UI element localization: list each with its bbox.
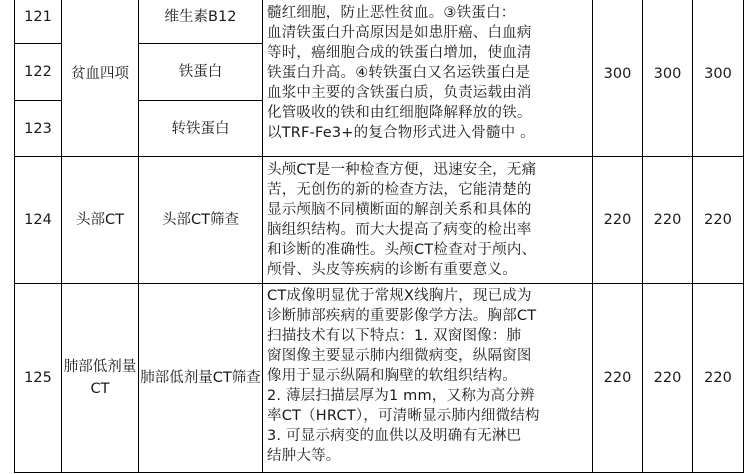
row-number: 123 (15, 101, 62, 157)
row-number: 124 (15, 157, 62, 284)
price-cell: 220 (593, 157, 643, 284)
description-line: 化管吸收的铁和由红细胞降解释放的铁。 (267, 105, 532, 121)
table-row (15, 0, 744, 44)
row-number: 122 (15, 44, 62, 101)
description-line: 和诊断的准确性。头颅CT检查对于颅内、 (267, 242, 537, 258)
description-line: 脑组织结构。而大大提高了病变的检出率 (267, 222, 532, 238)
price-cell: 300 (693, 0, 744, 157)
item-name-cell: 肺部低剂量CT筛查 (139, 284, 263, 473)
description-line: 3. 可显示病变的血供以及明确有无淋巴 (267, 428, 522, 444)
price-cell: 220 (593, 284, 643, 473)
description-line: 率CT（HRCT），可清晰显示肺内细微结构 (267, 408, 540, 424)
description-line: 头颅CT是一种检查方便，迅速安全，无痛 (267, 162, 537, 178)
item-name-cell: 维生素B12 (139, 0, 263, 44)
description-line: CT成像明显优于常规X线胸片，现已成为 (267, 288, 532, 304)
description-line: 窗图像主要显示肺内细微病变，纵隔窗图 (267, 348, 532, 364)
description-line: 颅骨、头皮等疾病的诊断有重要意义。 (267, 262, 517, 278)
category-cell: 头部CT (62, 157, 139, 284)
price-cell: 220 (693, 157, 744, 284)
description-line: 铁蛋白升高。④转铁蛋白又名运铁蛋白是 (267, 65, 531, 81)
price-cell: 300 (643, 0, 693, 157)
description-line: 血清铁蛋白升高原因是如患肝癌、白血病 (267, 25, 532, 41)
description-line: 血浆中主要的含铁蛋白质，负责运载由消 (267, 85, 532, 101)
checkup-items-table (14, 0, 744, 473)
description-line: 以TRF-Fe3+的复合物形式进入骨髓中 。 (267, 125, 535, 141)
description-cell (263, 157, 593, 284)
row-number: 125 (15, 284, 62, 473)
item-name-cell: 转铁蛋白 (139, 101, 263, 157)
description-line: 诊断肺部疾病的重要影像学方法。胸部CT (267, 308, 537, 324)
item-name-cell: 铁蛋白 (139, 44, 263, 101)
table-row (15, 157, 744, 284)
row-number: 121 (15, 0, 62, 44)
price-cell: 220 (643, 284, 693, 473)
description-line: 髓红细胞，防止恶性贫血。③铁蛋白： (267, 5, 516, 21)
table-row (15, 284, 744, 473)
price-cell: 220 (643, 157, 693, 284)
description-line: 像用于显示纵隔和胸壁的软组织结构。 (267, 368, 517, 384)
description-line: 2. 薄层扫描层厚为1 mm，又称为高分辨 (267, 388, 535, 404)
description-line: 结肿大等。 (267, 448, 341, 464)
description-line: 等时，癌细胞合成的铁蛋白增加，使血清 (267, 45, 532, 61)
category-cell: 贫血四项 (62, 0, 139, 157)
price-cell: 220 (693, 284, 744, 473)
category-cell: 肺部低剂量CT (62, 284, 139, 473)
price-cell: 300 (593, 0, 643, 157)
description-cell (263, 284, 593, 473)
item-name-cell: 头部CT筛查 (139, 157, 263, 284)
description-line: 显示颅脑不同横断面的解剖关系和具体的 (267, 202, 532, 218)
description-cell (263, 0, 593, 157)
description-line: 苦，无创伤的新的检查方法，它能清楚的 (267, 182, 532, 198)
description-line: 扫描技术有以下特点：1. 双窗图像：肺 (267, 328, 522, 344)
